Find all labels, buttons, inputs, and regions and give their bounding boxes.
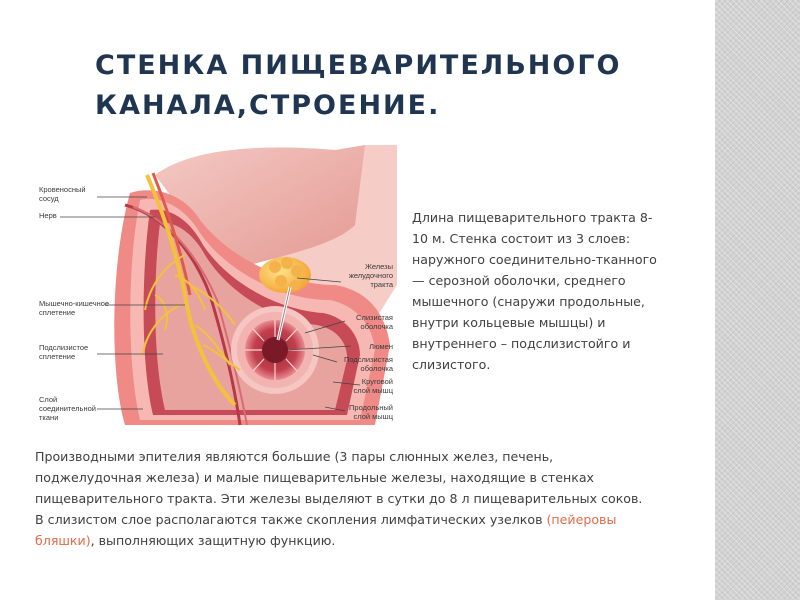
- body-line-3: пищеварительного тракта. Эти железы выделяют в сутки до 8 л пищеварительных соков.: [35, 491, 643, 506]
- body-line-4: [35, 509, 705, 530]
- label-blood-vessel-line1: Кровеносный: [39, 185, 86, 194]
- label-myenteric-plexus: [39, 299, 109, 317]
- label-glands-line2: желудочного: [348, 271, 393, 280]
- label-myenteric-line2: сплетение: [39, 308, 76, 317]
- peyer-patches-highlight-1: (пейеровы: [546, 512, 617, 527]
- label-longitudinal-line2: слой мышц: [353, 412, 393, 421]
- body-line-5: [35, 530, 705, 551]
- digestive-wall-illustration: [35, 145, 397, 433]
- body-line-5-text: , выполняющих защитную функцию.: [90, 533, 336, 548]
- title-line-1: СТЕНКА ПИЩЕВАРИТЕЛЬНОГО: [95, 50, 622, 81]
- label-submucous-plexus: [39, 343, 88, 361]
- label-myenteric-line1: Мышечно-кишечное: [39, 299, 110, 308]
- label-connective-layer: [39, 395, 96, 422]
- label-mucosa-line1: Слизистая: [356, 313, 393, 322]
- slide-title: [95, 46, 695, 126]
- label-submucous-plexus-line2: сплетение: [39, 352, 76, 361]
- intro-line-2: 10 м. Стенка состоит из 3 слоев:: [412, 231, 631, 246]
- intro-paragraph: [412, 207, 697, 375]
- label-submucosa-line1: Подслизистая: [343, 355, 393, 364]
- intro-line-8: слизистого.: [412, 357, 491, 372]
- peyer-patches-highlight-2: бляшки): [35, 533, 91, 548]
- label-glands-line3: тракта: [370, 280, 393, 289]
- label-connective-line1: Слой: [39, 395, 58, 404]
- label-blood-vessel: [39, 185, 86, 203]
- label-longitudinal-line1: Продольный: [349, 403, 393, 412]
- label-longitudinal-muscle: [335, 403, 393, 421]
- label-circular-line1: Круговой: [361, 377, 393, 386]
- label-connective-line2: соединительной: [39, 404, 96, 413]
- label-glands-line1: Железы: [365, 262, 393, 271]
- title-line-2: КАНАЛА,СТРОЕНИЕ.: [95, 90, 441, 121]
- label-lumen: Люмен: [369, 342, 393, 351]
- body-paragraph: [35, 446, 705, 551]
- label-submucosa: [331, 355, 393, 373]
- decorative-side-band: [715, 0, 800, 600]
- label-submucous-plexus-line1: Подслизистое: [39, 343, 89, 352]
- label-connective-line3: ткани: [39, 413, 59, 422]
- intro-line-6: внутри кольцевые мышцы) и: [412, 315, 606, 330]
- label-nerve: Нерв: [39, 211, 57, 220]
- label-glands: [335, 262, 393, 289]
- intro-line-3: наружного соединительно-тканного: [412, 252, 657, 267]
- label-submucosa-line2: оболочка: [360, 364, 393, 373]
- body-line-2: поджелудочная железа) и малые пищеварительные железы, находящие в стенках: [35, 470, 595, 485]
- body-line-4-text: В слизистом слое располагаются также скопления лимфатических узелков: [35, 512, 547, 527]
- intro-line-4: — серозной оболочки, среднего: [412, 273, 626, 288]
- label-circular-muscle: [335, 377, 393, 395]
- label-mucosa: [335, 313, 393, 331]
- intro-line-1: Длина пищеварительного тракта 8-: [412, 210, 653, 225]
- intro-line-7: внутреннего – подслизистойго и: [412, 336, 631, 351]
- intro-line-5: мышечного (снаружи продольные,: [412, 294, 645, 309]
- label-circular-line2: слой мышц: [353, 386, 393, 395]
- label-blood-vessel-line2: сосуд: [39, 194, 59, 203]
- body-line-1: Производными эпителия являются большие (3 пары слюнных желез, печень,: [35, 449, 554, 464]
- label-mucosa-line2: оболочка: [360, 322, 393, 331]
